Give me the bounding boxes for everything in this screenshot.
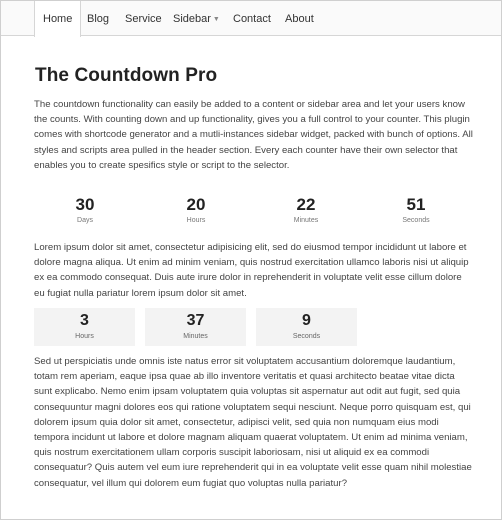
- intro-paragraph: The countdown functionality can easily be added to a content or sidebar area and let your users know the counts. With counting down and up functionality, gives you a full control to your counter. This plugin comes with shortcode generator and a mutli-instances sidebar widget, packed with bunch of options. All styles and scripts area pulled in the header section. Every each counter have their own selector that enables you to create spesifics style or script to the selector.: [34, 99, 473, 171]
- counter-seconds-value: 51: [406, 195, 426, 214]
- box-hours-label: Hours: [75, 333, 94, 340]
- counter-hours: [156, 195, 236, 227]
- chevron-down-icon: ▼: [212, 16, 220, 23]
- nav-sidebar[interactable]: [173, 1, 220, 36]
- counter-hours-value: 20: [186, 195, 206, 214]
- counter-minutes-value: 22: [296, 195, 316, 214]
- counter-minutes: [266, 195, 346, 227]
- nav-about[interactable]: About: [285, 13, 314, 25]
- nav-contact[interactable]: Contact: [233, 13, 271, 25]
- box-counter-seconds: [256, 308, 357, 346]
- counter-days-value: 30: [75, 195, 95, 214]
- nav-sidebar-label: Sidebar: [173, 13, 211, 25]
- top-navbar: [1, 1, 501, 36]
- counter-minutes-label: Minutes: [293, 217, 319, 224]
- box-minutes-value: 37: [186, 312, 205, 329]
- counter-hours-label: Hours: [186, 217, 206, 224]
- counter-seconds: [376, 195, 456, 227]
- box-counter-minutes: [145, 308, 246, 346]
- box-minutes-label: Minutes: [183, 333, 208, 340]
- nav-home[interactable]: Home: [34, 1, 81, 37]
- nav-blog[interactable]: Blog: [87, 13, 110, 25]
- box-hours-value: 3: [80, 312, 89, 329]
- box-counter-hours: [34, 308, 135, 346]
- counter-days: [45, 195, 125, 227]
- page-title: The Countdown Pro: [35, 65, 218, 86]
- box-seconds-label: Seconds: [292, 333, 321, 340]
- lorem-paragraph-2: Sed ut perspiciatis unde omnis iste natus error sit voluptatem accusantium doloremque laudantium, totam rem aperiam, eaque ipsa quae ab illo inventore veritatis et quasi architecto beatae vitae dicta sunt explicabo. Nemo enim ipsam voluptatem quia voluptas sit aspernatur aut odit aut fugit, sed quia consequuntur magni dolores eos qui ratione voluptatem sequi nesciunt. Neque porro quisquam est, qui dolorem ipsum quia dolor sit amet, consectetur, adipisci velit, sed quia non numquam eius modi tempora incidunt ut labore et dolore magnam aliquam quaerat voluptatem. Ut enim ad minima veniam, quis nostrum exercitationem ullam corporis suscipit laboriosam, nisi ut aliquid ex ea commodi consequatur? Quis autem vel eum iure reprehenderit qui in ea voluptate velit esse quam nihil molestiae consequatur, vel illum qui dolorem eum fugiat quo voluptas nulla pariatur?: [34, 356, 472, 489]
- nav-service[interactable]: Service: [125, 13, 162, 25]
- counter-seconds-label: Seconds: [402, 217, 430, 224]
- box-seconds-value: 9: [302, 312, 311, 329]
- lorem-paragraph-1: Lorem ipsum dolor sit amet, consectetur adipisicing elit, sed do eiusmod tempor incididunt ut labore et dolore magna aliqua. Ut enim ad minim veniam, quis nostrud exercitation ullamco laboris nisi ut aliquip ex ea commodo consequat. Duis aute irure dolor in reprehenderit in voluptate velit esse cillum dolore eu fugiat nulla pariatur lorem ipsum dolor sit amet.: [34, 242, 469, 299]
- counter-days-label: Days: [77, 217, 93, 224]
